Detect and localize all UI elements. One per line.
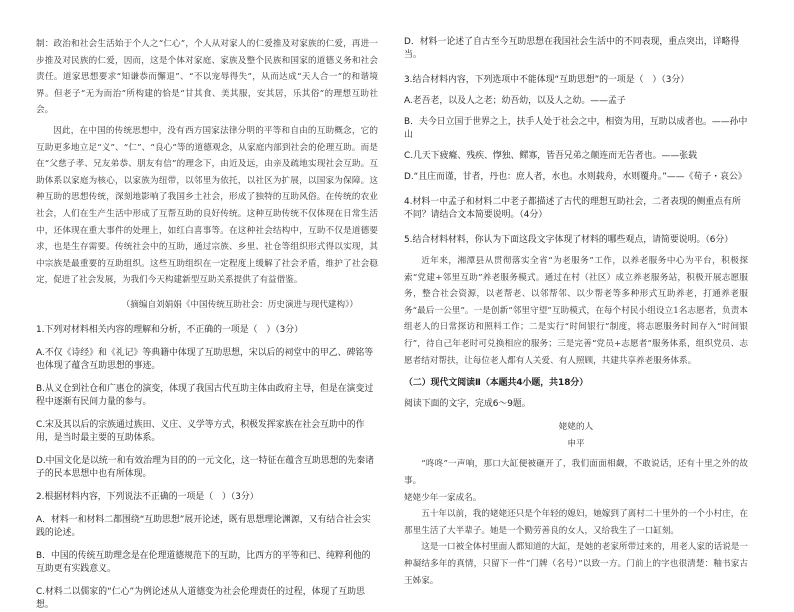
left-column <box>36 36 378 612</box>
story-author: 申平 <box>567 438 585 449</box>
story-paragraph: 姥姥少年一家成名。 <box>404 492 482 503</box>
question-2-option-c: C.材料二以儒家的“仁心”为例论述从人道德变为社会伦理责任的过程，体现了互助思想。 <box>36 586 365 610</box>
question-2-option-b: B．中国的传统互助理念是在伦理道德规范下的互助，比西方的平等和已、纯粹利他的互助更有实践意义。 <box>36 550 371 574</box>
question-3-option-a: A.老吾老，以及人之老；幼吾幼，以及人之幼。——孟子 <box>404 96 626 106</box>
material-paragraph: 制：政治和社会生活始于个人之“仁心”，个人从对家人的仁爱推及对家族的仁爱，再进一步推及对民族的仁爱，因而，这是个体对家庭、家族及整个民族和国家的道德义务和社会责任。道家思想要求“知谦恭而懈退”、“不以宠辱得失”，从而达成“天人合一”的和谐境界。但老子“无为而治”所构建的恰是“甘其食、美其服，安其居，乐其俗”的理想互助社会。 <box>36 39 378 116</box>
question-3-option-c: C.几天下疲癃、残疾、惸独、鳏寡，皆吾兄弟之颠连而无告者也。——张载 <box>404 151 698 161</box>
question-5-passage: 近年来，湘潭县从贯彻落实全省“为老服务”工作，以养老服务中心为平台，积极探索“党建+邻里互助”养老服务模式。通过在村（社区）成立养老服务站，积极开展志愿服务，整合社会资源，以老帮老、以邻帮邻、以少帮老等多种形式互助养老，打通养老服务“最后一公里”。一是创新“邻里守望”互助模式，在每个村民小组设立1名志愿者，负责本组老人的日常探访和照料工作；二是实行“时间银行”制度，将志愿服务时间存入“时间银行”，待自己年老时可兑换相应的服务；三是完善“党员+志愿者”服务体系，组织党员、志愿者结对帮扶，让每位老人都有人关爱、有人照顾，共建共享养老服务体系。 <box>404 256 748 366</box>
question-1-option-d: D.中国文化是以统一和有效治理为目的的一元文化，这一特征在蕴含互助思想的先秦诸子的民本思想中也有所体现。 <box>36 455 375 479</box>
question-3-stem: 3.结合材料内容，下列选项中不能体现“互助思想”的一项是（ ）（3分） <box>404 75 690 85</box>
question-2-option-d: D．材料一论述了自古至今互助思想在我国社会生活中的不同表现，重点突出，详略得当。 <box>404 37 740 60</box>
question-1-option-c: C.宋及其以后的宗族通过族田、义庄、义学等方式，积极发挥家族在社会互助中的作用，是当时最主要的互助体系。 <box>36 419 365 443</box>
question-1-option-b: B.从义仓到社仓和广惠仓的演变，体现了我国古代互助主体由政府主导，但是在演变过程中逐渐有民间力量的参与。 <box>36 383 374 407</box>
material-paragraph: 因此，在中国的传统思想中，没有西方国家法律分明的平等和自由的互助概念，它的互助更多地立足“义”、“仁”、“良心”等的道德观念，从家庭内部到社会的伦理互助。而是在“父慈子孝、兄友弟恭、朋友有信”的理念下，由近及远，由亲及疏地实现社会互助。互助体系以家庭为核心，以家族为纽带，以邻里为依托，以社区为扩展，以国家为保障。这种互助的思想传统，深刻地影响了我国乡土社会，形成了独特的互助风俗。在传统的农业社会，人们在生产生活中形成了互帮互助的良好传统。这种互助传统不仅体现在日常生活中，还体现在重大事件的处理上，如红白喜事等。在这种社会结构中，互助不仅是道德要求，也是生存需要。传统社会中的互助，通过宗族、乡里、社仓等组织形式得以实现，其中宗族是最重要的互助组织。这些互助组织在一定程度上缓解了社会矛盾，维护了社会稳定，促进了社会发展，为我们今天构建新型互助关系提供了有益借鉴。 <box>36 125 378 286</box>
question-2-stem: 2.根据材料内容，下列说法不正确的一项是（ ）（3分） <box>36 491 259 502</box>
material-source: （摘编自刘娟娟《中国传统互助社会：历史演进与现代建构》） <box>121 299 358 310</box>
section-2-title: （二）现代文阅读Ⅱ（本题共4小题，共18分） <box>404 378 589 389</box>
story-paragraph: “咚咚”一声响，那口大缸便被砸开了，我们面面相觑，不敢说话，还有十里之外的故事。 <box>404 459 748 486</box>
question-3-option-b: B．夫今日立国于世界之上，扶手人处于社会之中，相资为用，互助以成者也。——孙中山 <box>404 117 748 140</box>
story-title: 姥姥的人 <box>558 422 594 433</box>
story-paragraph: 五十年以前，我的姥姥还只是个年轻的媳妇，她嫁到了离村二十里外的一个小村庄，在那里生活了大半辈子。她是一个勤劳善良的女人，又给我生了一口缸刻。 <box>404 509 748 536</box>
question-4-stem: 4.材料一中孟子和材料二中老子都描述了古代的理想互助社会，二者表现的侧重点有所不同？请结合文本简要说明。（4分） <box>404 197 741 220</box>
question-5-stem: 5.结合材料材料，你认为下面这段文字体现了材料的哪些观点，请简要说明。（6分） <box>404 235 734 245</box>
right-column <box>404 36 748 589</box>
question-1-option-a: A.不仅《诗经》和《礼记》等典籍中体现了互助思想，宋以后的祠堂中的甲乙、碑铭等也体现了蕴含互助思想的事迹。 <box>36 347 374 371</box>
question-3-option-d: D.“且庄而谨，甘者，丹也：庶人者，水也。水则载舟，水则覆舟。”——《荀子・哀公》 <box>404 172 747 182</box>
question-1-stem: 1.下列对材料相关内容的理解和分析，不正确的一项是（ ）（3分） <box>36 324 304 335</box>
question-2-option-a: A．材料一和材料二都围绕“互助思想”展开论述，既有思想理论渊源，又有结合社会实践的论述。 <box>36 514 371 538</box>
section-2-intro: 阅读下面的文字，完成6～9题。 <box>404 399 531 410</box>
story-paragraph: 这是一口被全体村里面人都知道的大缸，是她的老家所带过来的，用老人家的话说是一种凝结多年的真情，只留下一件“门牌（名号）”以致一方。门前上的字也很清楚：釉书家古王姊家。 <box>404 542 748 586</box>
